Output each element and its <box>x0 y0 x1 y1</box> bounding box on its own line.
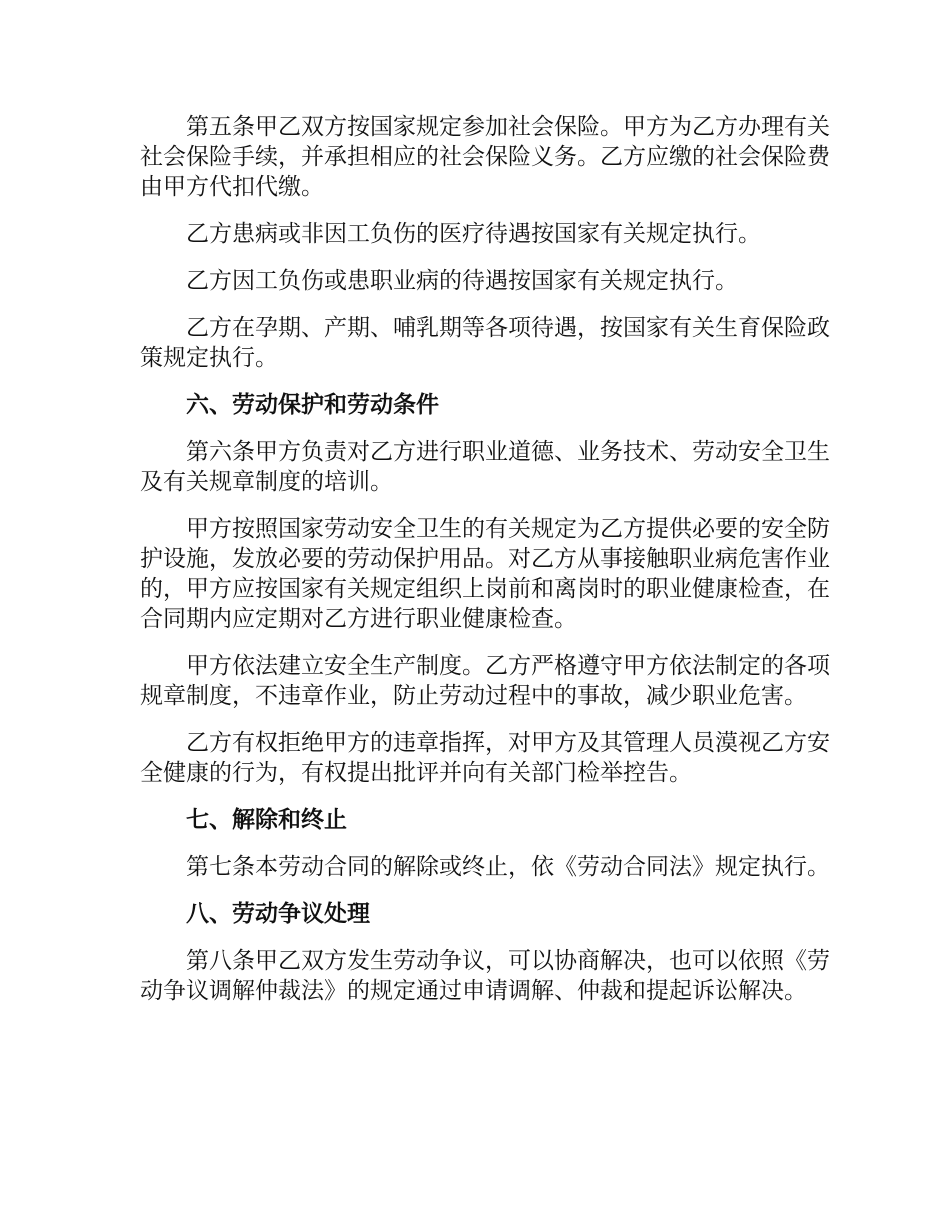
section-heading-dispute: 八、劳动争议处理 <box>186 900 370 927</box>
document-page <box>140 112 830 1023</box>
section-heading-termination: 七、解除和终止 <box>186 806 347 833</box>
paragraph-safety-facilities: 甲方按照国家劳动安全卫生的有关规定为乙方提供必要的安全防护设施，发放必要的劳动保护用品。对乙方从事接触职业病危害作业的，甲方应按国家有关规定组织上岗前和离岗时的职业健康检查，在合同期内应定期对乙方进行职业健康检查。 <box>140 516 830 632</box>
paragraph-article-6-training: 第六条甲方负责对乙方进行职业道德、业务技术、劳动安全卫生及有关规章制度的培训。 <box>140 439 830 495</box>
paragraph-maternity-treatment: 乙方在孕期、产期、哺乳期等各项待遇，按国家有关生育保险政策规定执行。 <box>140 315 830 371</box>
paragraph-illness-treatment: 乙方患病或非因工负伤的医疗待遇按国家有关规定执行。 <box>186 221 761 247</box>
paragraph-article-8-dispute: 第八条甲乙双方发生劳动争议，可以协商解决，也可以依照《劳动争议调解仲裁法》的规定通过申请调解、仲裁和提起诉讼解决。 <box>140 948 830 1004</box>
paragraph-article-7-termination: 第七条本劳动合同的解除或终止，依《劳动合同法》规定执行。 <box>186 854 830 880</box>
section-heading-labor-protection: 六、劳动保护和劳动条件 <box>186 391 439 418</box>
paragraph-article-5-social-insurance: 第五条甲乙双方按国家规定参加社会保险。甲方为乙方办理有关社会保险手续，并承担相应的社会保险义务。乙方应缴的社会保险费由甲方代扣代缴。 <box>140 114 830 200</box>
paragraph-right-to-refuse: 乙方有权拒绝甲方的违章指挥，对甲方及其管理人员漠视乙方安全健康的行为，有权提出批评并向有关部门检举控告。 <box>140 730 830 786</box>
paragraph-safety-production-system: 甲方依法建立安全生产制度。乙方严格遵守甲方依法制定的各项规章制度，不违章作业，防止劳动过程中的事故，减少职业危害。 <box>140 653 830 709</box>
paragraph-work-injury-treatment: 乙方因工负伤或患职业病的待遇按国家有关规定执行。 <box>186 268 738 294</box>
